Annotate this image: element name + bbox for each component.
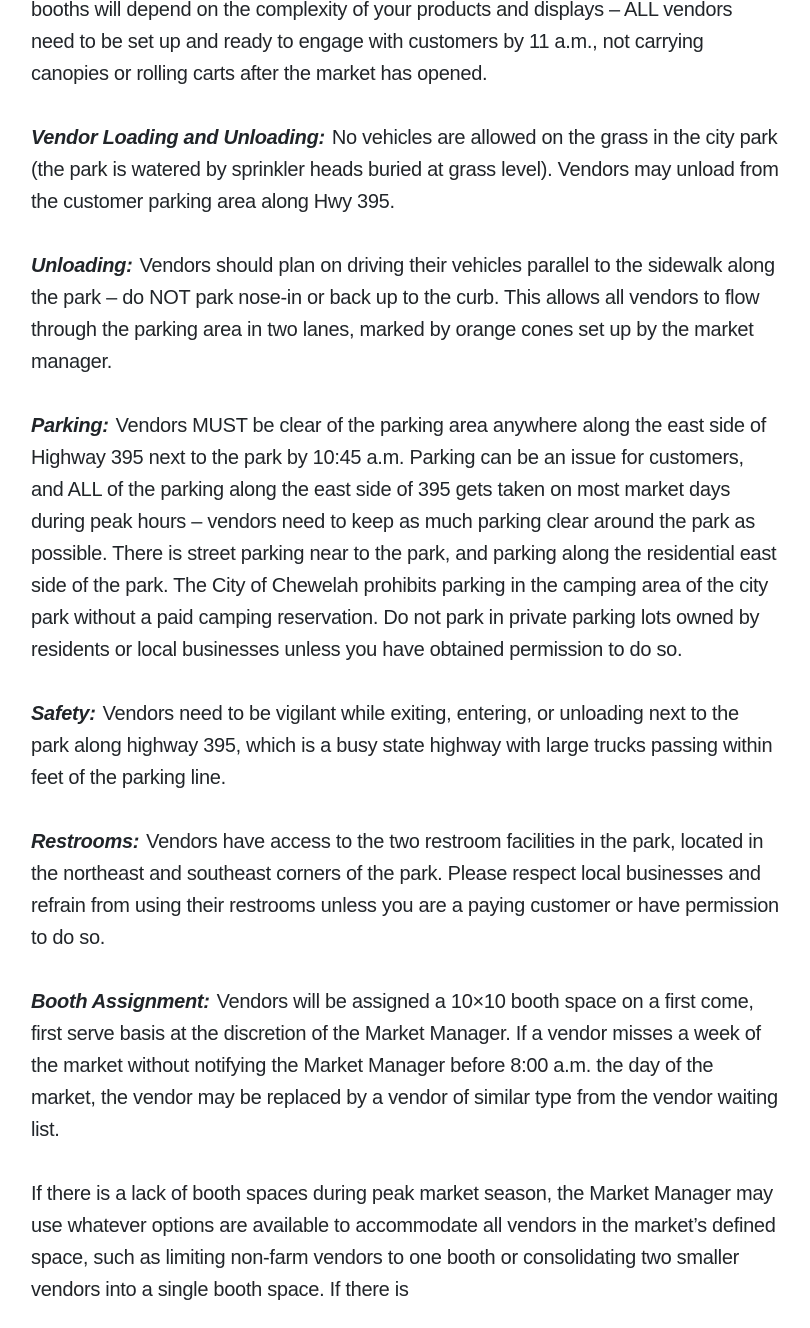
paragraph-text: Vendors have access to the two restroom facilities in the park, located in the northeast and southeast corners of the park. Please respect local businesses and refrain from using their restrooms unless you are a paying customer or have permission to do so. — [31, 831, 779, 949]
paragraph-text: Vendors need to be vigilant while exiting, entering, or unloading next to the park along highway 395, which is a busy state highway with large trucks passing within feet of the parking line. — [31, 703, 773, 789]
paragraph-vendor-loading — [31, 122, 779, 218]
paragraph-lead: Parking: — [31, 415, 109, 437]
paragraph-text: Vendors should plan on driving their vehicles parallel to the sidewalk along the park – do NOT park nose-in or back up to the curb. This allows all vendors to flow through the parking area in two lanes, marked by orange cones set up by the market manager. — [31, 255, 775, 373]
paragraph-lead: Safety: — [31, 703, 96, 725]
paragraph-unloading — [31, 250, 779, 378]
paragraph-text: If there is a lack of booth spaces during peak market season, the Market Manager may use whatever options are available to accommodate all vendors in the market’s defined space, such as limiting non-farm vendors to one booth or consolidating two smaller vendors into a single booth space. If there is — [31, 1183, 776, 1301]
paragraph-restrooms — [31, 826, 779, 954]
paragraph-booth-overflow — [31, 1178, 779, 1306]
paragraph-setup-continued — [31, 0, 779, 90]
paragraph-lead: Vendor Loading and Unloading: — [31, 127, 325, 149]
paragraph-lead: Unloading: — [31, 255, 133, 277]
paragraph-lead: Booth Assignment: — [31, 991, 210, 1013]
paragraph-text: Vendors MUST be clear of the parking area anywhere along the east side of Highway 395 next to the park by 10:45 a.m. Parking can be an issue for customers, and ALL of the parking along the east side of 395 gets taken on most market days during peak hours – vendors need to keep as much parking clear around the park as possible. There is street parking near to the park, and parking along the residential east side of the park. The City of Chewelah prohibits parking in the camping area of the city park without a paid camping reservation. Do not park in private parking lots owned by residents or local businesses unless you have obtained permission to do so. — [31, 415, 777, 661]
paragraph-text: No vehicles are allowed on the grass in the city park (the park is watered by sprinkler heads buried at grass level). Vendors may unload from the customer parking area along Hwy 395. — [31, 127, 779, 213]
paragraph-parking — [31, 410, 779, 666]
paragraph-lead: Restrooms: — [31, 831, 140, 853]
paragraph-text: Vendors will be assigned a 10×10 booth space on a first come, first serve basis at the discretion of the Market Manager. If a vendor misses a week of the market without notifying the Market Manager before 8:00 a.m. the day of the market, the vendor may be replaced by a vendor of similar type from the vendor waiting list. — [31, 991, 778, 1141]
paragraph-safety — [31, 698, 779, 794]
paragraph-booth-assignment — [31, 986, 779, 1146]
paragraph-text: booths will depend on the complexity of your products and displays – ALL vendors need to be set up and ready to engage with customers by 11 a.m., not carrying canopies or rolling carts after the market has opened. — [31, 0, 733, 85]
